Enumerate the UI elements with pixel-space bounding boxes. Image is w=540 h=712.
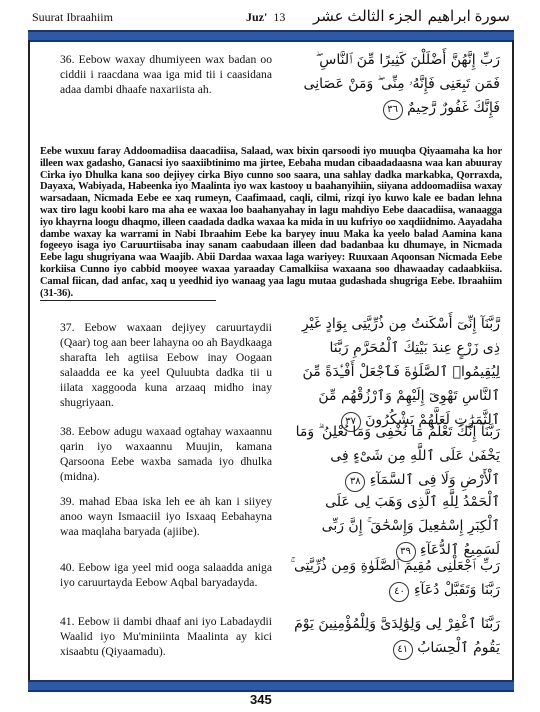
verse-40-arabic [290,554,500,602]
page-number: 345 [250,692,272,707]
verse-36-number: ٣٦ [383,100,403,120]
commentary-paragraph: Eebe wuxuu faray Addoomadiisa daacadiisa, Salaad, wax bixin qarsoodi iyo muuqba Qiyaamaha ka hor illeen wax gadasho, Ganacsi iyo saaxiibtinimo ma jirtee, Eebaha mudan cibaadadaasna waa kan abuuray Cirka iyo Dhulka kana soo dejiyey cirka Biyo cunno soo saara, una sahlay dadka markabka, Qorraxda, Dayaxa, Wabiyada, Habeenka iyo Maalinta iyo wax kastooy u baahanyihiin, siiyana addoomadiisa waxay warsadaan, Nicmada Eebe ee xaq rumeyn, Caafimaad, caqli, cilmi, rizqi iyo kuwo kale ee badan lehna wax tiro lagu koobi karo ma aha ee waxaa loo baahanyahay in lagu mahdiyo Eebe daacadiisa, wanaagga iyo khayrna loogu dhaqmo, illeen caadada dadka waxaa ka mida in uu kufriyo oo xaqdiidnimo. Aayadaha dambe waxay ka warrami in Nabi Ibraahim Eebe ka baryey inuu Maka ka yeelo balad Aamina kana fogeeyo isaga iyo Caruurtiisaba inay sanam caabudaan illeen dad badanbaa ku dhumaye, in Nicmada Eebe lagu shugriyana waa Waajib. Abii Dardaa waxaa laga wariyey: Ruuxaan Aqoonsan Nicmada Eebe korkiisa Cunno iyo cabbid mooyee waxaa yaraaday Camalkiisa waxaana soo dhawaaday cadaabkiisa. Camal fiican, dad anfac, xaq u yeedhid iyo wanaag yaa lagu mutaa gudashada shugriga Eebe. Ibraahiim (31-36). [40,146,502,299]
right-border [512,40,514,680]
verse-41-translation: 41. Eebow ii dambi dhaaf ani iyo Labadaydii Waalid iyo Mu'miniinta Maalinta ay kici xisaabtu (Qiyaamadu). [60,615,272,658]
verse-37-translation: 37. Eebow waxaan dejiyey caruurtaydii (Qaar) tog aan beer lahayna oo ah Baydkaaga sharafta leh agtiisa Eebow inay Oogaan salaadda ee ka yeel Quluubta dadka tii u iilata xaggooda kuna arzaaq midho inay shugriyaan. [60,321,272,409]
verse-37-number: ٣٧ [341,412,361,432]
juz-label-text: Juz' [246,10,268,24]
verse-39-translation: 39. mahad Ebaa iska leh ee ah kan i siiyey anoo wayn Ismaaciil iyo Isxaaq Eebahayna waa maqlaha baryada (ajiibe). [60,495,272,538]
section-divider [40,300,216,301]
sura-name: Suurat Ibraahiim [32,10,113,24]
verse-40-translation: 40. Eebow iga yeel mid ooga salaadda aniga iyo caruurtayda Eebow Aqbal baryadayda. [60,561,272,589]
verse-36-translation: 36. Eebow waxay dhumiyeen wax badan oo ciddii i raacdana waa iga mid tii i caasidana adaa dambi dhaafe naxariista ah. [60,53,272,96]
top-decorative-band [28,30,514,42]
verse-40-number: ٤٠ [389,582,409,602]
verse-39-arabic [290,490,500,562]
verse-36-arabic-text: رَبِّ إِنَّهُنَّ أَضْلَلْنَ كَثِيرًا مِّنَ ٱلنَّاسِ ۖ فَمَن تَبِعَنِى فَإِنَّهُۥ مِنِّى ۖ وَمَنْ عَصَانِى فَإِنَّكَ غَفُورٌ رَّحِيمٌ [303,52,500,116]
verse-41-arabic [290,612,500,660]
verse-38-arabic [290,420,500,492]
arabic-juz-title: الجزء الثالث عشر [313,9,422,25]
juz-number: 13 [273,10,286,24]
left-border [28,40,30,680]
page-header [28,6,514,28]
arabic-sura-title: سورة ابراهيم [427,9,510,25]
verse-38-number: ٣٨ [345,472,365,492]
verse-37-arabic-text: رَّبَّنَآ إِنِّىٓ أَسْكَنتُ مِن ذُرِّيَّتِى بِوَادٍ غَيْرِ ذِى زَرْعٍ عِندَ بَيْتِكَ ٱلْمُحَرَّمِ رَبَّنَا لِيُقِيمُوا۟ ٱلصَّلَوٰةَ فَٱجْعَلْ أَفْـِٔدَةً مِّنَ ٱلنَّاسِ تَهْوِىٓ إِلَيْهِمْ وَٱرْزُقْهُم مِّنَ ٱلثَّمَرَٰتِ لَعَلَّهُمْ يَشْكُرُونَ [301,316,500,428]
verse-38-arabic-text: رَبَّنَآ إِنَّكَ تَعْلَمُ مَا نُخْفِى وَمَا نُعْلِنُ ۗ وَمَا يَخْفَىٰ عَلَى ٱللَّهِ مِن شَىْءٍ فِى ٱلْأَرْضِ وَلَا فِى ٱلسَّمَآءِ [295,424,500,488]
verse-36-arabic [290,48,500,120]
bottom-decorative-band [28,680,514,692]
juz-label [246,10,285,25]
verse-37-arabic [290,312,500,432]
verse-39-arabic-text: ٱلْحَمْدُ لِلَّهِ ٱلَّذِى وَهَبَ لِى عَلَى ٱلْكِبَرِ إِسْمَٰعِيلَ وَإِسْحَٰقَ ۚ إِنَّ رَبِّى لَسَمِيعُ ٱلدُّعَآءِ [321,494,500,558]
verse-41-number: ٤١ [393,640,413,660]
verse-39-number: ٣٩ [396,542,416,562]
verse-40-arabic-text: رَبِّ ٱجْعَلْنِى مُقِيمَ ٱلصَّلَوٰةِ وَمِن ذُرِّيَّتِى ۚ رَبَّنَا وَتَقَبَّلْ دُعَآءِ [290,558,500,598]
verse-41-arabic-text: رَبَّنَا ٱغْفِرْ لِى وَلِوَٰلِدَىَّ وَلِلْمُؤْمِنِينَ يَوْمَ يَقُومُ ٱلْحِسَابُ [294,616,500,656]
verse-38-translation: 38. Eebow adugu waxaad ogtahay waxaannu qarin iyo waxaannu Muujin, kamana Qarsoona Eebe waxba samada iyo dhulka (midna). [60,425,272,483]
